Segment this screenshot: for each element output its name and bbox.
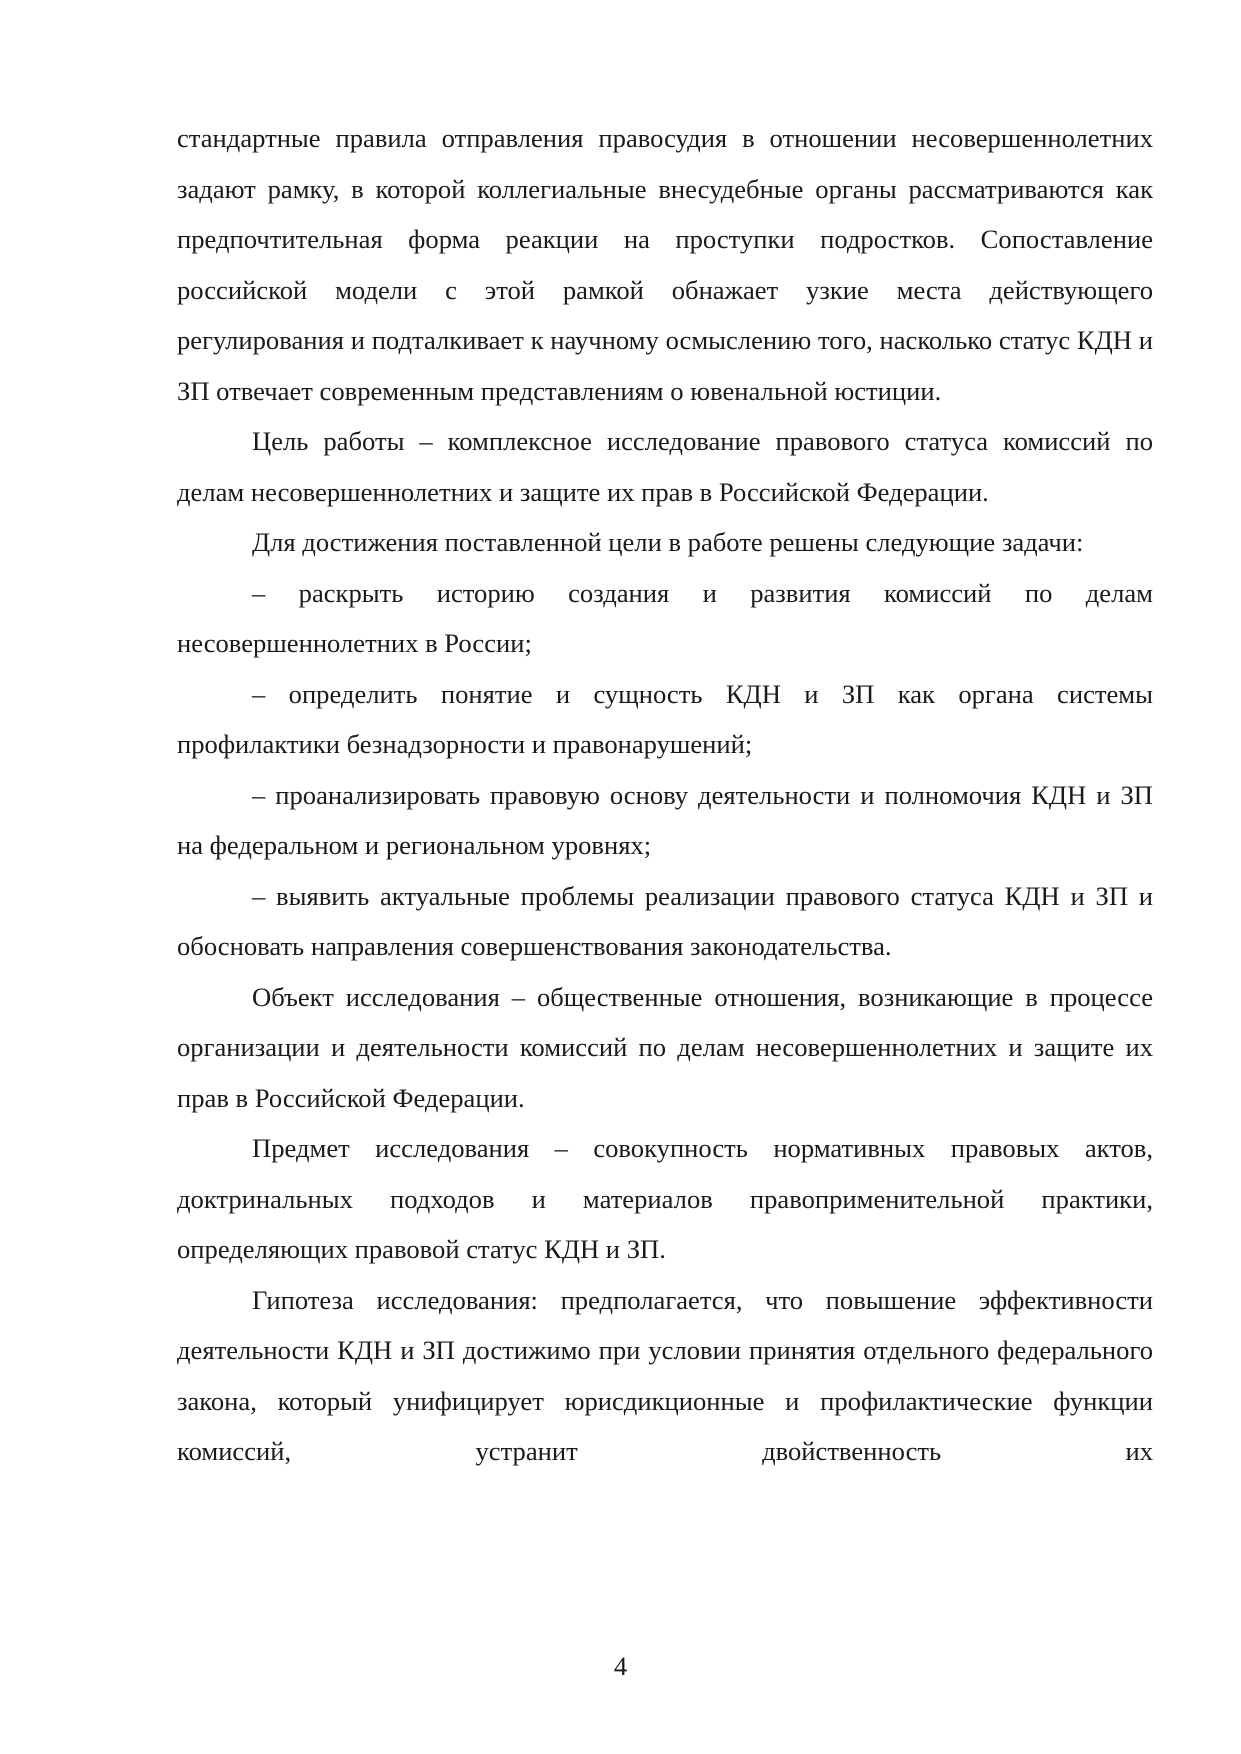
task-item-3: – проанализировать правовую основу деятельности и полномочия КДН и ЗП на федеральном и региональном уровнях;: [177, 779, 1153, 860]
task-item-2: – определить понятие и сущность КДН и ЗП как органа системы профилактики безнадзорности и правонарушений;: [177, 678, 1153, 759]
task-item-1: – раскрыть историю создания и развития комиссий по делам несовершеннолетних в России;: [177, 577, 1153, 658]
paragraph-object: Объект исследования – общественные отношения, возникающие в процессе организации и деятельности комиссий по делам несовершеннолетних и защите их прав в Российской Федерации.: [177, 981, 1153, 1113]
body-text: [177, 113, 1153, 1477]
page-number: 4: [613, 1651, 628, 1681]
paragraph-goal: Цель работы – комплексное исследование правового статуса комиссий по делам несовершеннолетних и защите их прав в Российской Федерации.: [177, 426, 1153, 507]
paragraph-subject: Предмет исследования – совокупность нормативных правовых актов, доктринальных подходов и материалов правоприменительной практики, определяющих правовой статус КДН и ЗП.: [177, 1133, 1153, 1264]
paragraph-tasks-intro: Для достижения поставленной цели в работе решены следующие задачи:: [252, 527, 1084, 557]
paragraph-continuation: стандартные правила отправления правосудия в отношении несовершеннолетних задают рамку, в которой коллегиальные внесудебные органы рассматриваются как предпочтительная форма реакции на проступки подростков. Сопоставление российской модели с этой рамкой обнажает узкие места действующего регулирования и подталкивает к научному осмыслению того, насколько статус КДН и ЗП отвечает современным представлениям о ювенальной юстиции.: [177, 123, 1153, 406]
paragraph-hypothesis: Гипотеза исследования: предполагается, что повышение эффективности деятельности КДН и ЗП достижимо при условии принятия отдельного федерального закона, который унифицирует юрисдикционные и профилактические функции комиссий, устранит двойственность их: [177, 1284, 1153, 1466]
task-item-4: – выявить актуальные проблемы реализации правового статуса КДН и ЗП и обосновать направления совершенствования законодательства.: [177, 880, 1153, 961]
